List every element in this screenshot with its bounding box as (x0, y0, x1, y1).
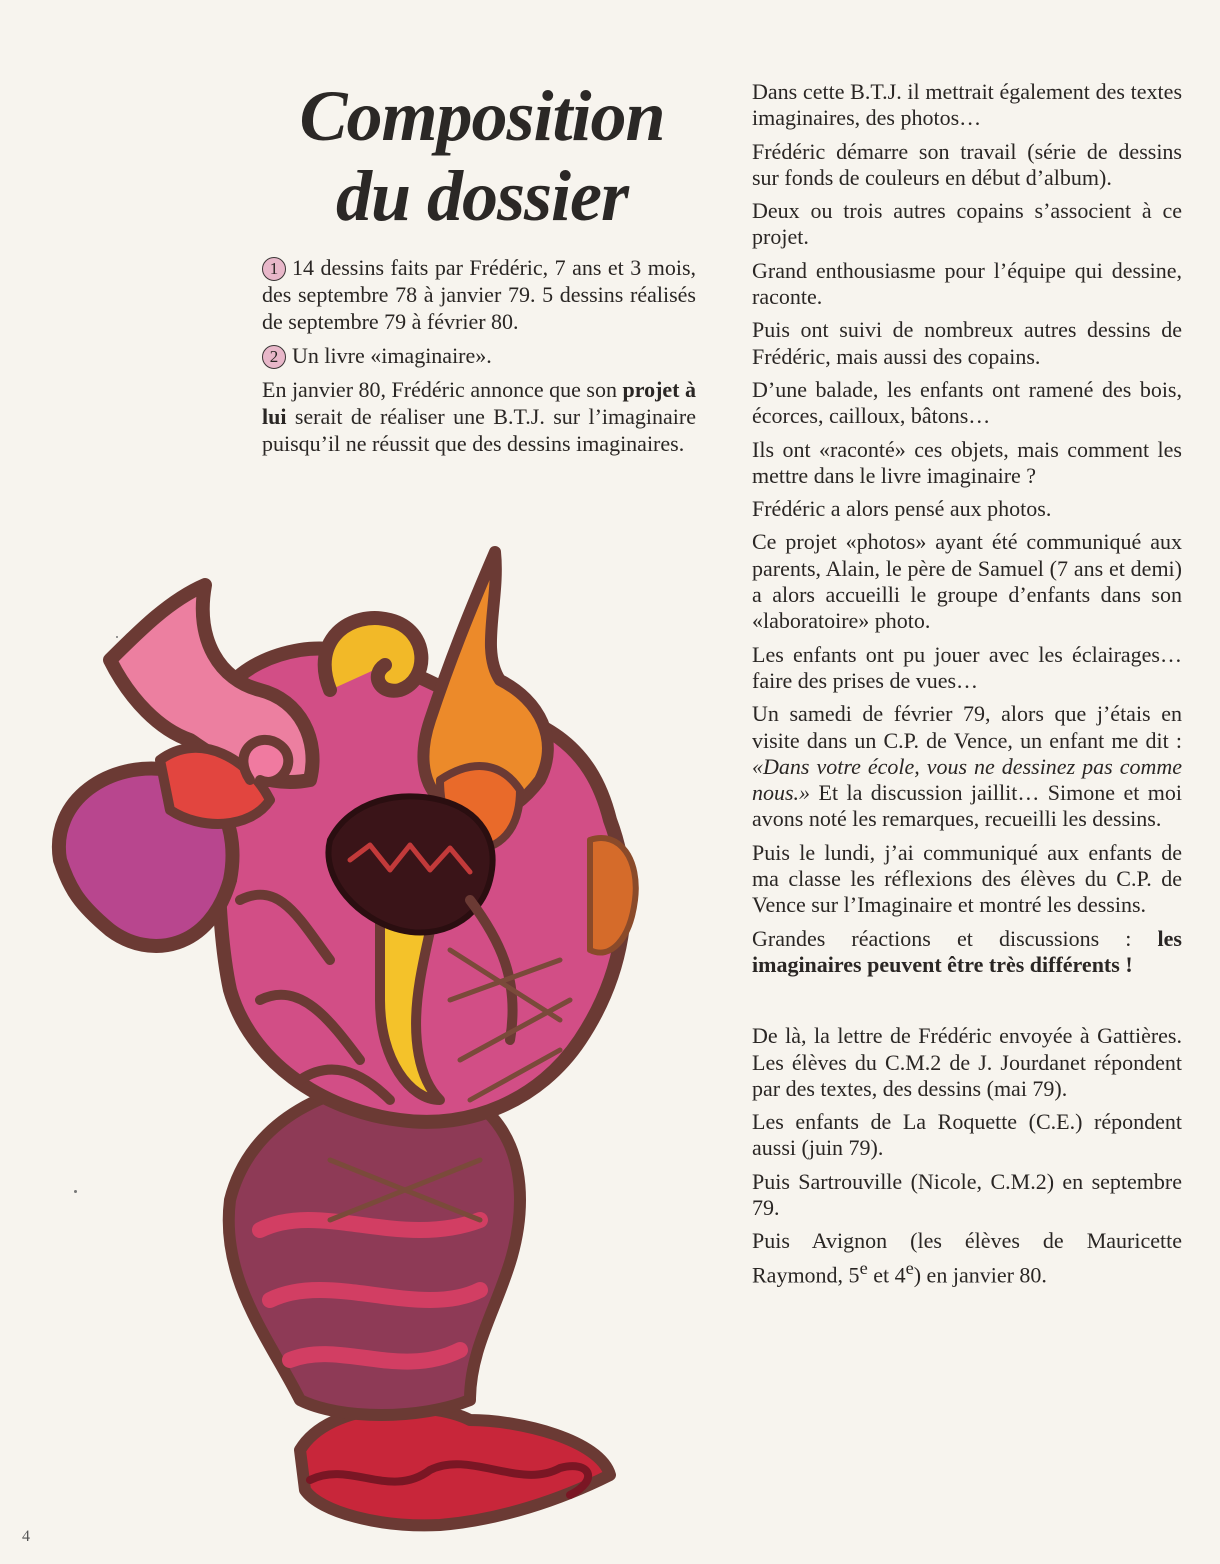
paragraph: Frédéric démarre son travail (série de dessins sur fonds de couleurs en début d’album). (752, 138, 1182, 190)
paragraph: Les enfants de La Roquette (C.E.) répondent aussi (juin 79). (752, 1109, 1182, 1161)
paragraph: Ils ont «raconté» ces objets, mais comment les mettre dans le livre imaginaire ? (752, 436, 1182, 488)
circled-number-marker: 1 (262, 257, 286, 281)
title-line-2: du dossier (335, 156, 629, 236)
paragraph: Frédéric a alors pensé aux photos. (752, 496, 1052, 522)
intro-paragraph: En janvier 80, Frédéric annonce que son projet à lui serait de réaliser une B.T.J. sur l’imaginaire puisqu’il ne réussit que des dessins imaginaires. (262, 377, 696, 456)
paragraph: Grand enthousiasme pour l’équipe qui dessine, raconte. (752, 257, 1182, 310)
paragraph: Un samedi de février 79, alors que j’étais en visite dans un C.P. de Vence, un enfant me dit : «Dans votre école, vous ne dessinez pas comme nous.» Et la discussion jaillit… Simone et moi avons noté les remarques, recueilli les dessins. (752, 701, 1182, 832)
quoted-remark: «Dans votre école, vous ne dessinez pas comme nous.» (752, 753, 1182, 806)
bold-phrase: les imaginaires peuvent être très différents ! (752, 925, 1182, 977)
title-line-1: Composition (299, 76, 665, 156)
paragraph: Puis ont suivi de nombreux autres dessins de Frédéric, mais aussi des copains. (752, 317, 1182, 369)
paragraph: D’une balade, les enfants ont ramené des bois, écorces, cailloux, bâtons… (752, 376, 1182, 429)
paragraph: Puis le lundi, j’ai communiqué aux enfants de ma classe les réflexions des élèves du C.P. de Vence sur l’Imaginaire et montré les dessins. (752, 839, 1182, 918)
drawing-right-edge (590, 838, 636, 952)
paragraph: Grandes réactions et discussions : les imaginaires peuvent être très différents ! (752, 925, 1182, 977)
list-item-text: Un livre «imaginaire». (292, 343, 492, 368)
right-column (752, 79, 1182, 1295)
paragraph: Les enfants ont pu jouer avec les éclairages… faire des prises de vues… (752, 641, 1182, 693)
paragraph: Deux ou trois autres copains s’associent à ce projet. (752, 198, 1182, 250)
paragraph: De là, la lettre de Frédéric envoyée à Gattières. Les élèves du C.M.2 de J. Jourdanet répondent par des textes, des dessins (mai 79). (752, 1023, 1182, 1101)
bold-phrase: projet à lui (262, 377, 696, 429)
paragraph: Ce projet «photos» ayant été communiqué aux parents, Alain, le père de Samuel (7 ans et demi) a alors accueilli le groupe d’enfants dans son «laboratoire» photo. (752, 529, 1182, 634)
circled-number-marker: 2 (262, 345, 286, 369)
paragraph: Dans cette B.T.J. il mettrait également des textes imaginaires, des photos… (752, 79, 1182, 131)
list-item-text: 14 dessins faits par Frédéric, 7 ans et 3 mois, des septembre 78 à janvier 79. 5 dessins réalisés de septembre 79 à février 80. (262, 255, 696, 334)
page-number: 4 (22, 1528, 30, 1545)
drawing-left-scallop (243, 740, 288, 782)
paper-speck (116, 636, 118, 638)
paragraph: Puis Avignon (les élèves de Mauricette Raymond, 5e et 4e) en janvier 80. (752, 1228, 1182, 1287)
paragraph: Puis Sartrouville (Nicole, C.M.2) en septembre 79. (752, 1168, 1182, 1220)
paper-speck (74, 1190, 77, 1193)
drawing-top-swirl (325, 618, 422, 691)
section-spacer (752, 985, 1182, 1023)
